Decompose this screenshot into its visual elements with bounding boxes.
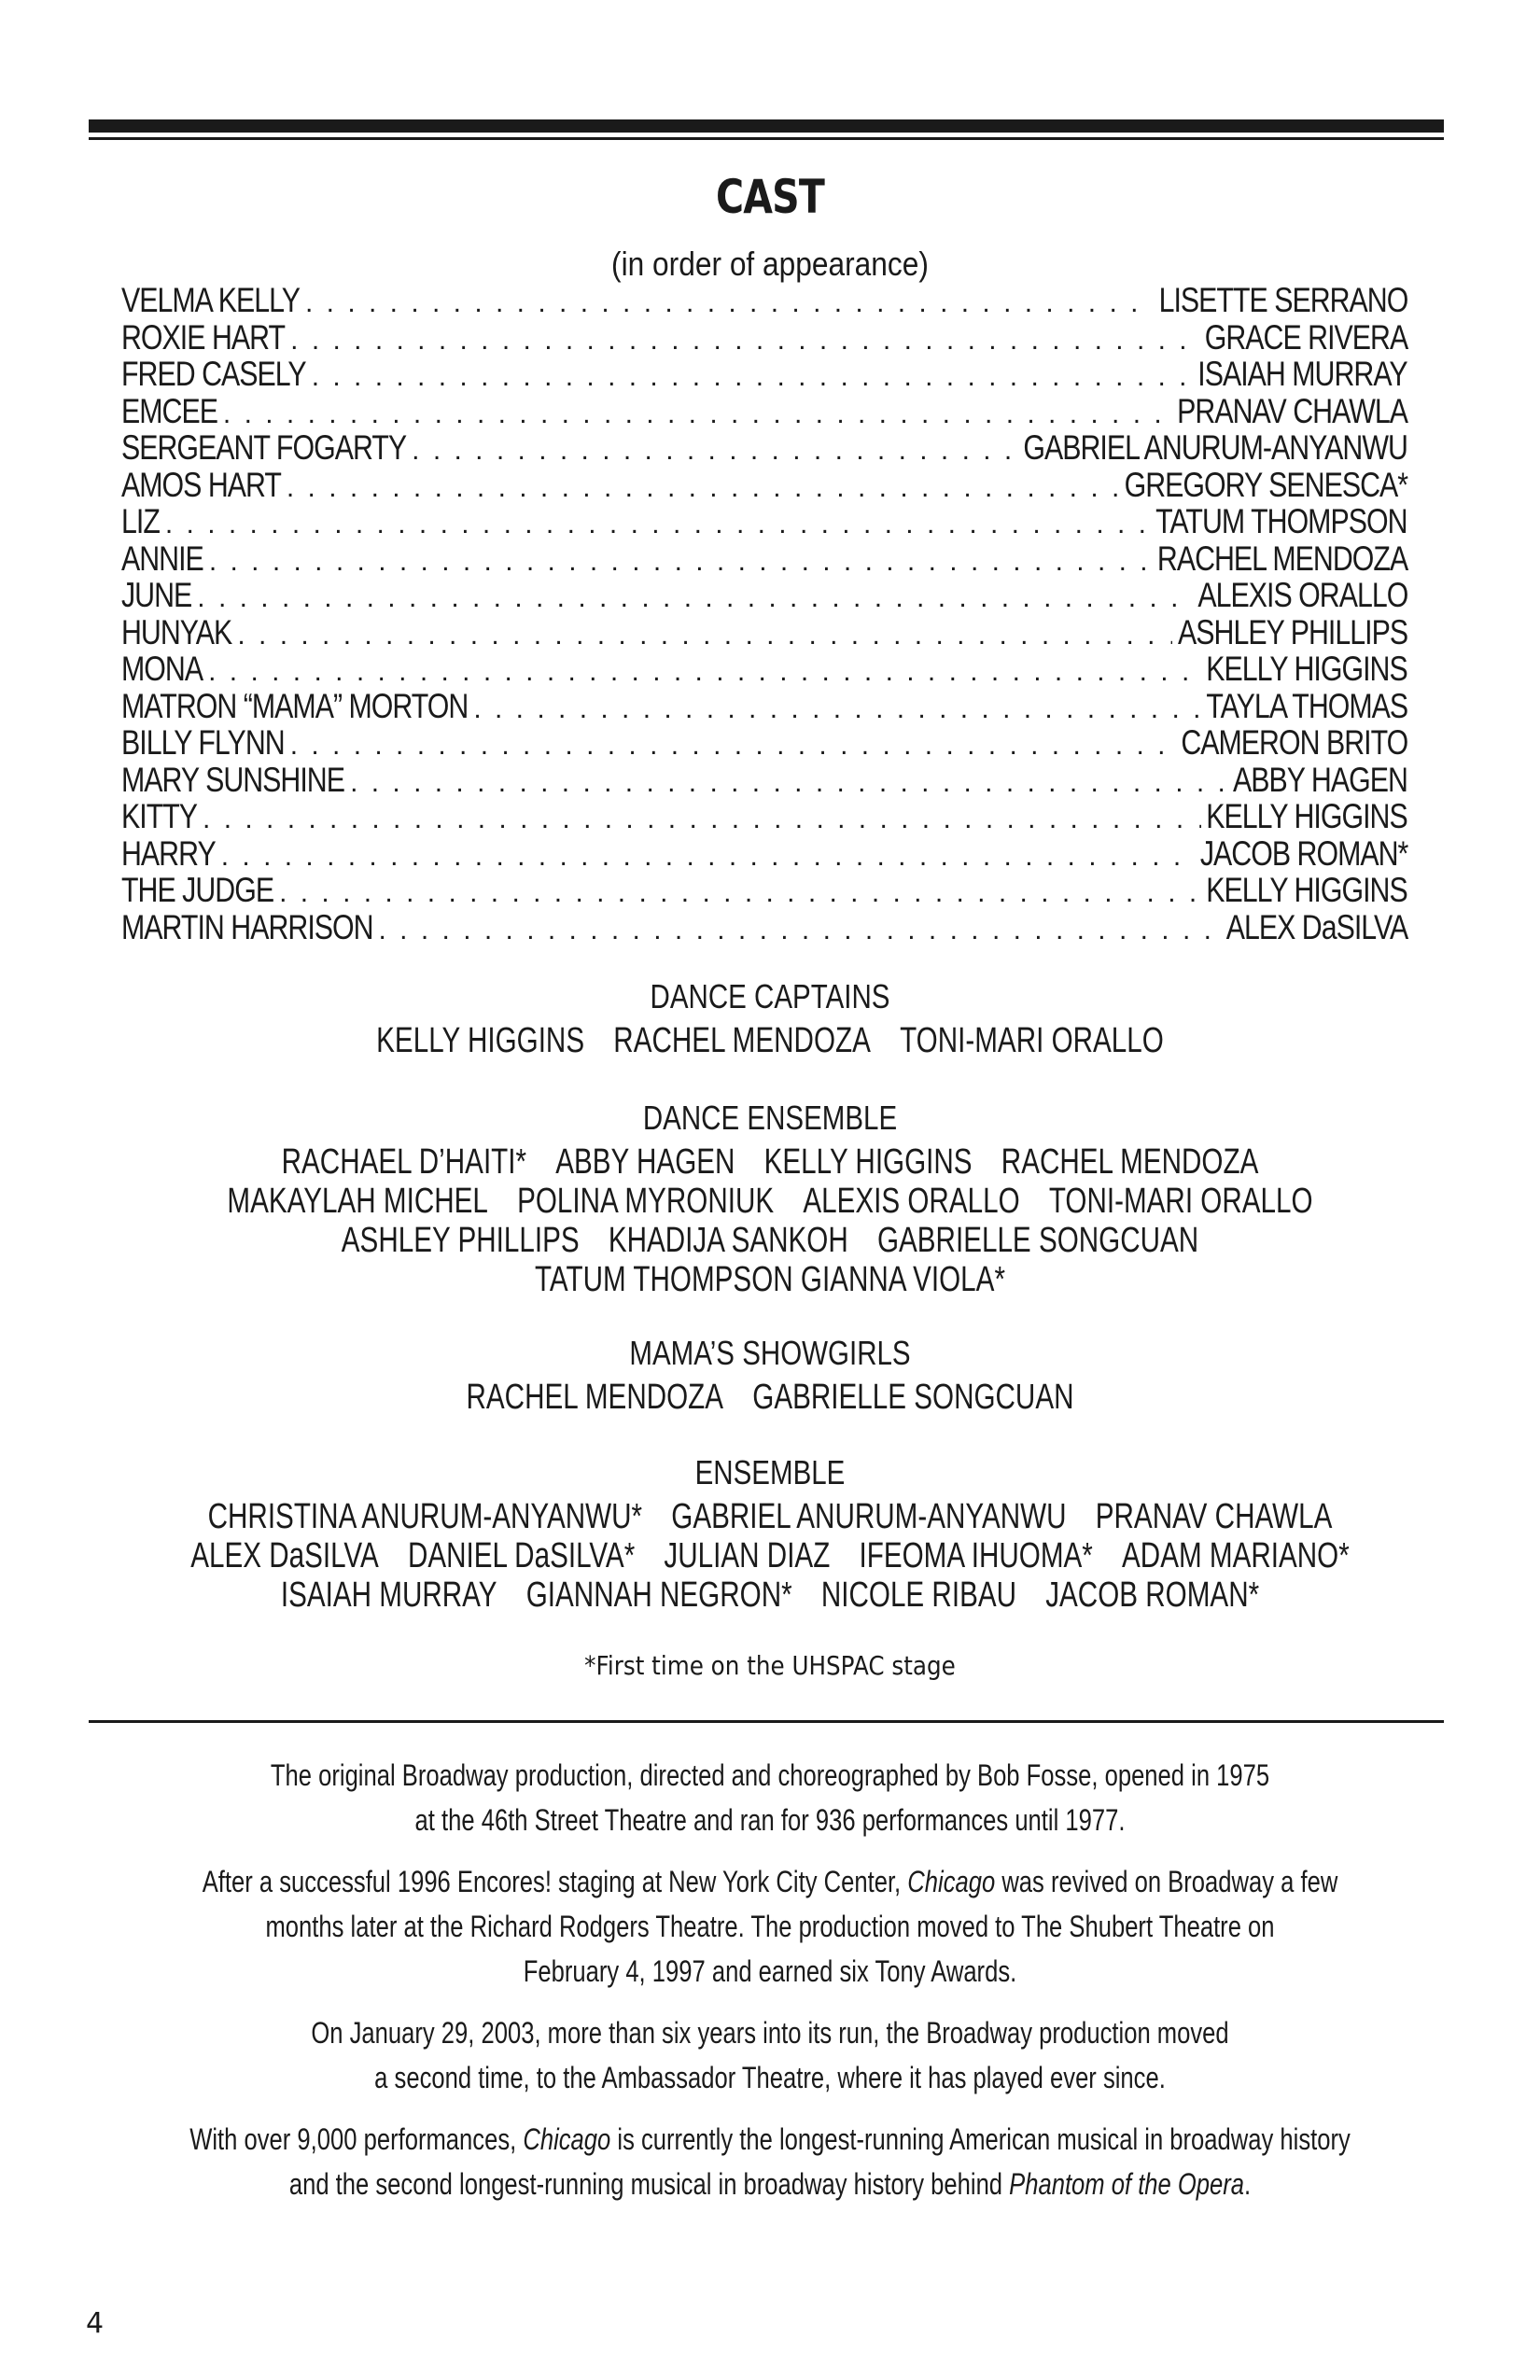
cast-role: THE JUDGE xyxy=(121,871,274,909)
dot-leader xyxy=(305,285,1153,322)
dance-ensemble-line xyxy=(170,1260,1371,1299)
cast-role: MONA xyxy=(121,650,203,688)
history-paragraph-3 xyxy=(154,2010,1386,2100)
dance-captains-heading: DANCE CAPTAINS xyxy=(650,977,890,1015)
cast-row xyxy=(121,798,1407,835)
cast-subtitle: (in order of appearance) xyxy=(611,245,929,283)
dance-captains-line xyxy=(170,1021,1371,1060)
cast-row xyxy=(121,393,1407,430)
performer-name: NICOLE RIBAU xyxy=(820,1575,1017,1615)
performer-name: ALEXIS ORALLO xyxy=(803,1182,1020,1221)
cast-row xyxy=(121,503,1407,540)
dot-leader xyxy=(473,691,1200,728)
cast-actor: TAYLA THOMAS xyxy=(1206,686,1407,725)
dance-ensemble-line xyxy=(170,1182,1371,1221)
cast-row xyxy=(121,651,1407,688)
cast-role: ANNIE xyxy=(121,539,203,578)
cast-actor: CAMERON BRITO xyxy=(1181,723,1407,762)
cast-row xyxy=(121,577,1407,614)
cast-actor: GRACE RIVERA xyxy=(1204,317,1407,357)
ensemble-line xyxy=(170,1536,1371,1575)
cast-row xyxy=(121,282,1407,319)
chicago-title: Chicago xyxy=(907,1865,996,1898)
cast-row xyxy=(121,835,1407,873)
cast-role: EMCEE xyxy=(121,391,217,430)
history-p1-line2: at the 46th Street Theatre and ran for 936 performances until 1977. xyxy=(414,1803,1126,1837)
dot-leader xyxy=(165,506,1151,543)
cast-actor: GREGORY SENESCA* xyxy=(1124,465,1407,504)
cast-role: LIZ xyxy=(121,502,160,540)
cast-actor: TATUM THOMPSON xyxy=(1155,502,1407,540)
cast-actor: ALEX DaSILVA xyxy=(1225,907,1407,946)
dance-ensemble-section xyxy=(0,1098,1540,1299)
dot-leader xyxy=(279,875,1201,912)
dot-leader xyxy=(287,469,1119,507)
dot-leader xyxy=(221,838,1195,875)
performer-name: KHADIJA SANKOH xyxy=(608,1221,848,1260)
performer-name: ABBY HAGEN xyxy=(555,1142,735,1182)
cast-actor: GABRIEL ANURUM-ANYANWU xyxy=(1023,428,1407,467)
cast-row xyxy=(121,688,1407,725)
performer-name: DANIEL DaSILVA* xyxy=(407,1536,636,1575)
performer-name: TONI-MARI ORALLO xyxy=(900,1021,1164,1060)
ensemble-line xyxy=(170,1497,1371,1536)
cast-row xyxy=(121,724,1407,762)
showgirls-section xyxy=(0,1333,1540,1417)
cast-actor: KELLY HIGGINS xyxy=(1206,797,1407,835)
cast-role: VELMA KELLY xyxy=(121,281,300,319)
cast-actor: KELLY HIGGINS xyxy=(1206,871,1407,909)
history-paragraph-1 xyxy=(154,1753,1386,1842)
performer-name: CHRISTINA ANURUM-ANYANWU* xyxy=(207,1497,643,1536)
performer-name: RACHEL MENDOZA xyxy=(466,1378,724,1417)
cast-actor: PRANAV CHAWLA xyxy=(1177,391,1407,430)
cast-role: KITTY xyxy=(121,797,198,835)
dot-leader xyxy=(197,580,1192,617)
cast-actor: KELLY HIGGINS xyxy=(1206,650,1407,688)
phantom-title: Phantom of the Opera xyxy=(1009,2167,1245,2201)
ensemble-heading: ENSEMBLE xyxy=(694,1453,846,1491)
history-p2-line1: After a successful 1996 Encores! staging at New York City Center, Chicago was revived on Broadway a few xyxy=(202,1865,1338,1898)
cast-row xyxy=(121,762,1407,799)
cast-row xyxy=(121,872,1407,909)
performer-name: GABRIEL ANURUM-ANYANWU xyxy=(671,1497,1067,1536)
cast-role: MARTIN HARRISON xyxy=(121,907,373,946)
cast-row xyxy=(121,909,1407,946)
showgirls-heading: MAMA’S SHOWGIRLS xyxy=(629,1334,911,1372)
performer-name: PRANAV CHAWLA xyxy=(1095,1497,1333,1536)
performer-name: KELLY HIGGINS xyxy=(763,1142,973,1182)
dot-leader xyxy=(237,617,1172,654)
production-history xyxy=(0,1753,1540,2223)
performer-name: RACHEL MENDOZA xyxy=(1001,1142,1259,1182)
dot-leader xyxy=(223,396,1171,433)
history-paragraph-2 xyxy=(154,1859,1386,1994)
cast-role: JUNE xyxy=(121,576,192,614)
performer-name: RACHEL MENDOZA xyxy=(613,1021,871,1060)
cast-actor: LISETTE SERRANO xyxy=(1158,281,1407,319)
dance-captains-section xyxy=(0,976,1540,1060)
performer-name: GIANNAH NEGRON* xyxy=(525,1575,792,1615)
performer-name: GABRIELLE SONGCUAN xyxy=(876,1221,1199,1260)
cast-role: MATRON “MAMA” MORTON xyxy=(121,686,469,725)
dot-leader xyxy=(290,727,1175,764)
history-paragraph-4 xyxy=(154,2117,1386,2206)
history-p2-line2: months later at the Richard Rodgers Theatre. The production moved to The Shubert Theatre on xyxy=(265,1910,1275,1943)
cast-row xyxy=(121,467,1407,504)
cast-role: AMOS HART xyxy=(121,465,281,504)
dot-leader xyxy=(209,543,1152,581)
performer-name: RACHAEL D’HAITI* xyxy=(281,1142,527,1182)
dance-ensemble-heading: DANCE ENSEMBLE xyxy=(642,1099,898,1137)
history-p1-line1: The original Broadway production, directed and choreographed by Bob Fosse, opened in 1975 xyxy=(270,1758,1270,1792)
performer-name: IFEOMA IHUOMA* xyxy=(859,1536,1093,1575)
dot-leader xyxy=(208,653,1201,691)
cast-actor: RACHEL MENDOZA xyxy=(1156,539,1407,578)
cast-row xyxy=(121,614,1407,651)
cast-actor: JACOB ROMAN* xyxy=(1199,833,1407,873)
performer-name: ADAM MARIANO* xyxy=(1122,1536,1350,1575)
performer-name: ASHLEY PHILLIPS xyxy=(341,1221,580,1260)
cast-actor: ABBY HAGEN xyxy=(1233,760,1407,799)
chicago-title: Chicago xyxy=(523,2122,611,2156)
cast-row xyxy=(121,429,1407,467)
cast-role: BILLY FLYNN xyxy=(121,723,285,762)
history-p4-line1: With over 9,000 performances, Chicago is currently the longest-running American musical in broadway history xyxy=(189,2122,1351,2156)
dot-leader xyxy=(412,432,1017,469)
cast-row xyxy=(121,356,1407,393)
dot-leader xyxy=(290,322,1198,359)
performer-name: ALEX DaSILVA xyxy=(190,1536,379,1575)
performer-name: POLINA MYRONIUK xyxy=(517,1182,775,1221)
performer-name: JACOB ROMAN* xyxy=(1045,1575,1260,1615)
ensemble-line xyxy=(170,1575,1371,1615)
cast-role: MARY SUNSHINE xyxy=(121,760,344,799)
performer-name: ISAIAH MURRAY xyxy=(280,1575,497,1615)
showgirls-line xyxy=(170,1378,1371,1417)
dance-ensemble-line xyxy=(170,1221,1371,1260)
dot-leader xyxy=(350,764,1227,802)
cast-actor: ALEXIS ORALLO xyxy=(1197,576,1407,614)
first-time-footnote: *First time on the UHSPAC stage xyxy=(584,1650,956,1681)
dot-leader xyxy=(312,358,1193,396)
cast-role: HUNYAK xyxy=(121,612,232,651)
dot-leader xyxy=(379,912,1221,949)
performer-name: JULIAN DIAZ xyxy=(664,1536,831,1575)
cast-title: CAST xyxy=(715,170,825,224)
top-double-rule xyxy=(89,119,1444,140)
page-number: 4 xyxy=(86,2307,105,2340)
cast-actor: ISAIAH MURRAY xyxy=(1197,355,1407,393)
performer-name: GABRIELLE SONGCUAN xyxy=(752,1378,1074,1417)
cast-row xyxy=(121,319,1407,357)
performer-name: TATUM THOMPSON GIANNA VIOLA* xyxy=(535,1260,1005,1299)
history-p4-line2: and the second longest-running musical in broadway history behind Phantom of the Opera. xyxy=(288,2167,1252,2201)
dot-leader xyxy=(203,801,1201,838)
cast-row xyxy=(121,540,1407,578)
history-p3-line2: a second time, to the Ambassador Theatre, where it has played ever since. xyxy=(374,2061,1166,2094)
cast-actor: ASHLEY PHILLIPS xyxy=(1177,612,1407,651)
performer-name: MAKAYLAH MICHEL xyxy=(227,1182,488,1221)
performer-name: TONI-MARI ORALLO xyxy=(1048,1182,1313,1221)
ensemble-section xyxy=(0,1452,1540,1615)
cast-role: SERGEANT FOGARTY xyxy=(121,428,407,467)
cast-role: FRED CASELY xyxy=(121,355,306,393)
performer-name: KELLY HIGGINS xyxy=(376,1021,585,1060)
middle-rule xyxy=(89,1720,1444,1723)
cast-list xyxy=(121,282,1407,945)
history-p3-line1: On January 29, 2003, more than six years into its run, the Broadway production moved xyxy=(311,2016,1229,2050)
cast-role: HARRY xyxy=(121,833,216,873)
history-p2-line3: February 4, 1997 and earned six Tony Awards. xyxy=(523,1954,1017,1988)
cast-role: ROXIE HART xyxy=(121,317,286,357)
dance-ensemble-line xyxy=(170,1142,1371,1182)
